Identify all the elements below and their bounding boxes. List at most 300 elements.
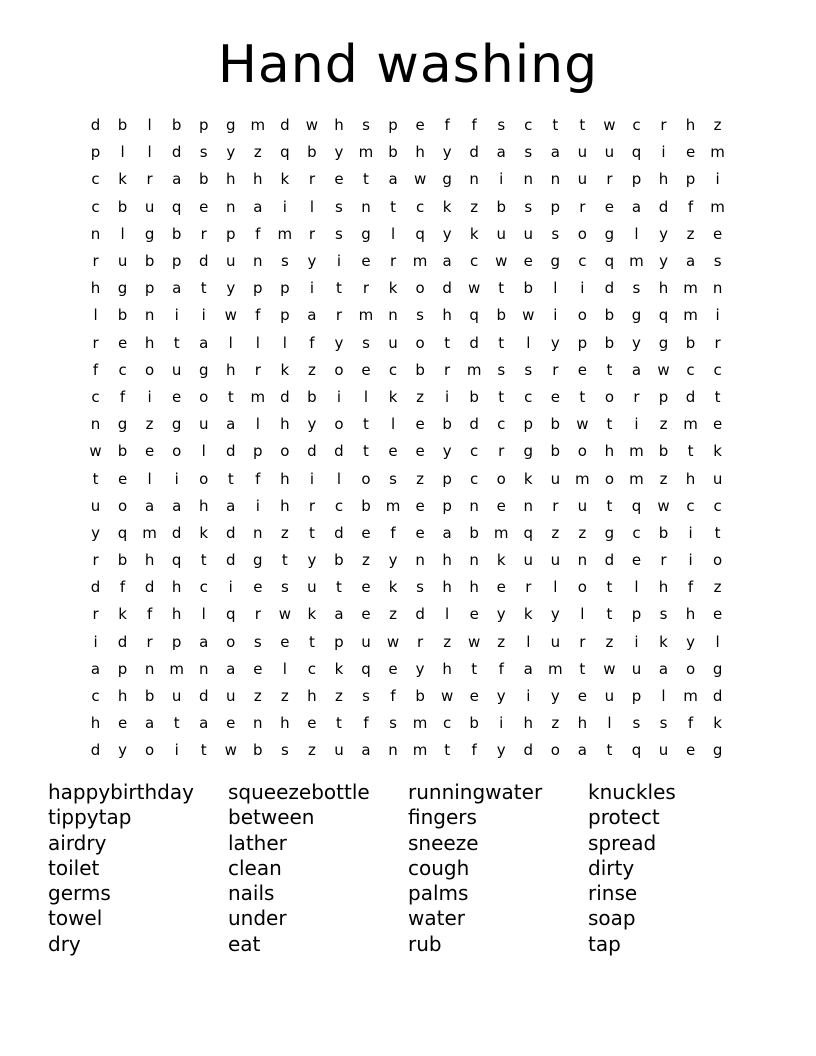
grid-letter: t (444, 741, 451, 760)
grid-letter: w (495, 252, 508, 271)
grid-letter: a (685, 252, 696, 271)
grid-letter: g (117, 279, 128, 298)
grid-letter: b (604, 306, 615, 325)
grid-letter: h (198, 496, 209, 515)
grid-letter: d (307, 442, 317, 461)
grid-letter: a (658, 659, 669, 678)
grid-letter: n (361, 197, 371, 216)
grid-letter: a (631, 197, 642, 216)
grid-letter: l (120, 224, 125, 243)
grid-letter: d (280, 116, 290, 135)
grid-row (82, 275, 742, 302)
grid-letter: e (577, 687, 587, 706)
grid-letter: w (440, 687, 454, 706)
grid-letter: r (552, 496, 559, 515)
grid-letter: o (199, 387, 209, 406)
grid-letter: i (688, 523, 693, 542)
grid-letter: d (658, 197, 669, 216)
grid-letter: c (91, 387, 100, 406)
grid-letter: m (629, 469, 644, 488)
grid-letter: h (442, 659, 452, 678)
grid-letter: t (498, 333, 505, 352)
grid-letter: p (171, 632, 182, 651)
grid-letter: r (308, 224, 315, 243)
grid-letter: n (144, 659, 155, 678)
grid-letter: u (658, 741, 669, 760)
grid-letter: n (253, 714, 263, 733)
grid-letter: s (524, 143, 533, 162)
grid-letter: e (496, 496, 506, 515)
grid-letter: s (416, 306, 424, 325)
grid-letter: n (469, 170, 479, 189)
grid-letter: m (412, 741, 428, 760)
grid-letter: g (658, 333, 669, 352)
grid-letter: s (335, 197, 343, 216)
word-item: nails (228, 881, 275, 906)
grid-letter: t (498, 279, 505, 298)
grid-letter: q (658, 306, 669, 325)
grid-letter: r (335, 306, 343, 325)
grid-letter: s (659, 605, 668, 624)
grid-letter: m (385, 496, 401, 515)
grid-letter: d (469, 333, 479, 352)
word-item: eat (228, 931, 261, 956)
grid-letter: l (309, 197, 314, 216)
grid-letter: b (523, 279, 534, 298)
grid-letter: r (633, 387, 640, 406)
grid-letter: i (93, 632, 98, 651)
grid-letter: y (550, 605, 560, 624)
grid-letter: r (579, 197, 586, 216)
grid-letter: i (499, 714, 504, 733)
grid-letter: m (683, 279, 698, 298)
grid-letter: y (91, 523, 100, 542)
grid-row (82, 411, 742, 438)
grid-letter: d (90, 578, 101, 597)
grid-letter: t (606, 360, 613, 379)
grid-letter: e (577, 360, 587, 379)
word-item: protect (588, 805, 660, 830)
grid-letter: w (278, 605, 291, 624)
grid-letter: h (658, 578, 669, 597)
word-column (228, 780, 408, 957)
grid-letter: m (710, 197, 725, 216)
grid-letter: o (199, 469, 209, 488)
grid-letter: k (307, 605, 317, 624)
grid-letter: a (577, 741, 587, 760)
grid-letter: f (119, 578, 126, 597)
grid-letter: b (415, 360, 425, 379)
word-item: toilet (48, 855, 100, 880)
grid-letter: o (145, 360, 155, 379)
grid-letter: h (658, 279, 669, 298)
grid-letter: b (658, 442, 669, 461)
grid-letter: n (415, 551, 425, 570)
grid-letter: c (91, 687, 100, 706)
grid-letter: q (171, 197, 182, 216)
grid-letter: r (362, 279, 370, 298)
grid-letter: m (629, 252, 644, 271)
grid-letter: s (362, 687, 370, 706)
grid-letter: i (634, 415, 639, 434)
grid-letter: c (713, 496, 722, 515)
grid-letter: d (469, 415, 479, 434)
grid-letter: c (578, 252, 587, 271)
grid-letter: a (199, 632, 209, 651)
grid-letter: o (713, 551, 723, 570)
grid-letter: t (173, 714, 180, 733)
grid-letter: i (228, 578, 233, 597)
grid-letter: b (604, 333, 615, 352)
grid-letter: t (200, 551, 207, 570)
grid-letter: i (336, 387, 342, 406)
grid-letter: c (388, 360, 398, 379)
grid-letter: b (117, 306, 128, 325)
grid-letter: m (683, 415, 698, 434)
grid-letter: e (361, 360, 371, 379)
grid-letter: l (255, 415, 260, 434)
grid-letter: b (117, 116, 128, 135)
grid-letter: u (198, 415, 209, 434)
grid-letter: y (550, 687, 560, 706)
grid-letter: h (280, 714, 290, 733)
grid-letter: d (334, 523, 344, 542)
grid-letter: l (255, 333, 260, 352)
grid-letter: k (469, 224, 479, 243)
grid-letter: m (412, 714, 428, 733)
grid-letter: s (551, 224, 560, 243)
grid-letter: b (415, 687, 425, 706)
grid-letter: n (90, 415, 101, 434)
grid-letter: i (553, 306, 558, 325)
grid-letter: u (631, 659, 642, 678)
grid-row (82, 683, 742, 710)
grid-letter: y (334, 143, 344, 162)
grid-letter: t (281, 551, 288, 570)
grid-letter: b (469, 387, 479, 406)
grid-letter: z (307, 741, 316, 760)
grid-letter: i (580, 279, 585, 298)
grid-letter: u (144, 197, 155, 216)
grid-letter: y (307, 415, 317, 434)
grid-letter: u (171, 360, 182, 379)
grid-letter: u (226, 252, 236, 271)
grid-letter: u (171, 687, 182, 706)
grid-letter: e (415, 523, 425, 542)
grid-letter: w (224, 741, 237, 760)
grid-letter: u (550, 469, 561, 488)
grid-letter: i (174, 741, 179, 760)
grid-letter: r (92, 605, 99, 624)
grid-letter: b (658, 523, 669, 542)
grid-row (82, 574, 742, 601)
grid-letter: a (307, 306, 317, 325)
grid-letter: l (580, 605, 585, 624)
word-item: happybirthday (48, 780, 194, 804)
grid-letter: e (685, 143, 696, 162)
grid-letter: w (413, 170, 427, 189)
grid-letter: g (604, 523, 615, 542)
grid-letter: h (226, 170, 236, 189)
grid-letter: m (548, 659, 563, 678)
grid-letter: a (523, 659, 533, 678)
grid-letter: n (144, 306, 155, 325)
grid-letter: g (171, 415, 182, 434)
grid-letter: k (388, 387, 398, 406)
grid-letter: g (198, 360, 209, 379)
grid-letter: n (90, 224, 101, 243)
grid-letter: h (523, 714, 534, 733)
grid-letter: l (553, 279, 558, 298)
grid-letter: b (307, 387, 317, 406)
grid-letter: n (469, 551, 479, 570)
grid-letter: c (415, 197, 425, 216)
word-item: fingers (408, 805, 477, 830)
grid-letter: n (198, 659, 209, 678)
grid-letter: q (469, 306, 479, 325)
grid-letter: h (171, 578, 182, 597)
grid-letter: a (361, 741, 371, 760)
grid-letter: b (117, 197, 128, 216)
grid-letter: l (661, 687, 666, 706)
grid-letter: n (523, 170, 534, 189)
grid-letter: y (442, 224, 452, 243)
grid-letter: u (226, 687, 236, 706)
grid-letter: e (415, 116, 425, 135)
grid-letter: a (442, 252, 452, 271)
grid-letter: p (253, 442, 263, 461)
grid-row (82, 139, 742, 166)
grid-letter: r (606, 170, 613, 189)
grid-letter: s (280, 578, 289, 597)
grid-letter: u (577, 170, 588, 189)
grid-letter: t (92, 469, 99, 488)
grid-letter: o (334, 415, 344, 434)
grid-letter: l (120, 143, 125, 162)
grid-letter: p (577, 333, 588, 352)
grid-letter: m (250, 116, 266, 135)
grid-row (82, 465, 742, 492)
grid-letter: r (200, 224, 207, 243)
grid-letter: u (117, 252, 128, 271)
grid-letter: s (362, 116, 370, 135)
grid-letter: b (144, 687, 155, 706)
word-item: tippytap (48, 805, 132, 830)
grid-row (82, 194, 742, 221)
grid-letter: h (90, 279, 101, 298)
grid-letter: w (576, 415, 589, 434)
grid-letter: b (388, 143, 398, 162)
grid-letter: k (523, 469, 533, 488)
grid-letter: d (117, 632, 128, 651)
grid-letter: s (335, 224, 343, 243)
grid-letter: f (687, 578, 694, 597)
grid-letter: k (280, 360, 290, 379)
grid-letter: t (579, 659, 586, 678)
grid-letter: t (390, 197, 396, 216)
grid-letter: a (388, 170, 398, 189)
grid-letter: h (685, 116, 696, 135)
grid-letter: e (199, 197, 209, 216)
grid-letter: z (470, 197, 479, 216)
grid-letter: t (336, 578, 342, 597)
grid-letter: o (117, 496, 128, 515)
grid-letter: q (604, 252, 615, 271)
grid-letter: n (226, 197, 236, 216)
grid-letter: n (388, 741, 398, 760)
grid-letter: h (280, 469, 290, 488)
grid-letter: l (634, 578, 639, 597)
grid-letter: t (606, 415, 613, 434)
grid-letter: l (526, 632, 531, 651)
grid-letter: t (200, 279, 207, 298)
grid-letter: h (117, 687, 128, 706)
grid-letter: s (362, 333, 370, 352)
grid-letter: i (255, 496, 260, 515)
grid-letter: d (90, 116, 101, 135)
grid-letter: k (334, 659, 344, 678)
grid-letter: t (227, 469, 234, 488)
grid-letter: s (632, 279, 641, 298)
grid-letter: o (685, 659, 696, 678)
grid-letter: e (117, 714, 128, 733)
grid-letter: m (466, 360, 482, 379)
grid-letter: a (172, 170, 182, 189)
grid-letter: p (631, 687, 642, 706)
grid-letter: f (687, 714, 694, 733)
grid-letter: b (550, 415, 561, 434)
grid-letter: f (363, 714, 369, 733)
grid-letter: r (552, 360, 559, 379)
grid-letter: d (415, 605, 425, 624)
grid-letter: g (225, 116, 236, 135)
grid-letter: d (685, 387, 696, 406)
grid-letter: i (661, 143, 666, 162)
grid-letter: s (524, 197, 533, 216)
grid-row (82, 302, 742, 329)
grid-letter: t (363, 170, 369, 189)
grid-letter: a (442, 523, 452, 542)
grid-letter: a (199, 333, 209, 352)
grid-letter: s (280, 741, 289, 760)
grid-letter: g (550, 252, 561, 271)
grid-letter: z (416, 469, 425, 488)
grid-letter: y (496, 687, 506, 706)
grid-letter: t (200, 741, 207, 760)
grid-letter: l (228, 333, 233, 352)
grid-letter: b (307, 143, 317, 162)
grid-letter: c (470, 469, 479, 488)
grid-letter: g (144, 224, 155, 243)
word-item: tap (588, 931, 621, 956)
grid-letter: l (390, 224, 396, 243)
grid-letter: z (335, 687, 343, 706)
grid-letter: u (523, 551, 534, 570)
grid-row (82, 166, 742, 193)
grid-letter: k (713, 714, 722, 733)
grid-letter: b (198, 170, 209, 189)
grid-letter: i (174, 306, 179, 325)
grid-letter: d (171, 523, 182, 542)
grid-letter: f (471, 116, 477, 135)
grid-row (82, 629, 742, 656)
grid-letter: s (416, 578, 424, 597)
grid-letter: m (250, 387, 266, 406)
grid-letter: o (361, 469, 371, 488)
grid-letter: p (144, 279, 155, 298)
grid-letter: p (280, 306, 290, 325)
grid-letter: t (336, 714, 342, 733)
grid-letter: c (334, 496, 344, 515)
grid-letter: a (226, 659, 236, 678)
grid-letter: z (416, 387, 425, 406)
grid-letter: w (603, 116, 616, 135)
grid-letter: n (388, 306, 398, 325)
grid-letter: r (579, 632, 586, 651)
grid-letter: t (579, 116, 586, 135)
grid-letter: q (523, 523, 534, 542)
grid-letter: f (92, 360, 99, 379)
grid-letter: d (198, 252, 209, 271)
grid-letter: u (604, 687, 615, 706)
grid-letter: p (442, 496, 452, 515)
grid-letter: p (225, 224, 236, 243)
grid-letter: b (117, 551, 128, 570)
grid-letter: h (171, 605, 182, 624)
grid-letter: b (496, 197, 506, 216)
grid-letter: r (498, 442, 505, 461)
grid-letter: h (442, 578, 452, 597)
grid-letter: b (171, 224, 182, 243)
grid-letter: t (308, 632, 315, 651)
grid-letter: k (523, 605, 533, 624)
grid-row (82, 493, 742, 520)
grid-letter: k (280, 170, 290, 189)
grid-letter: a (172, 279, 182, 298)
grid-letter: t (363, 415, 369, 434)
grid-letter: s (659, 714, 668, 733)
grid-letter: e (253, 659, 263, 678)
grid-row (82, 221, 742, 248)
grid-letter: p (631, 170, 642, 189)
grid-letter: m (710, 143, 725, 162)
grid-letter: h (577, 714, 588, 733)
grid-letter: c (199, 578, 208, 597)
grid-row (82, 520, 742, 547)
grid-letter: f (146, 605, 153, 624)
grid-letter: c (443, 714, 452, 733)
grid-letter: q (415, 224, 425, 243)
grid-letter: f (390, 687, 396, 706)
grid-letter: d (334, 442, 344, 461)
grid-letter: k (199, 523, 209, 542)
word-item: sneeze (408, 830, 479, 855)
grid-letter: l (147, 469, 152, 488)
grid-letter: h (685, 605, 696, 624)
grid-letter: a (226, 415, 236, 434)
grid-letter: b (469, 714, 479, 733)
grid-letter: t (308, 523, 315, 542)
grid-letter: i (445, 387, 450, 406)
grid-letter: e (550, 387, 560, 406)
grid-letter: s (253, 632, 262, 651)
grid-letter: e (361, 578, 371, 597)
grid-letter: s (199, 143, 208, 162)
grid-letter: z (389, 605, 397, 624)
grid-row (82, 357, 742, 384)
grid-letter: u (388, 333, 398, 352)
grid-letter: e (712, 224, 723, 243)
